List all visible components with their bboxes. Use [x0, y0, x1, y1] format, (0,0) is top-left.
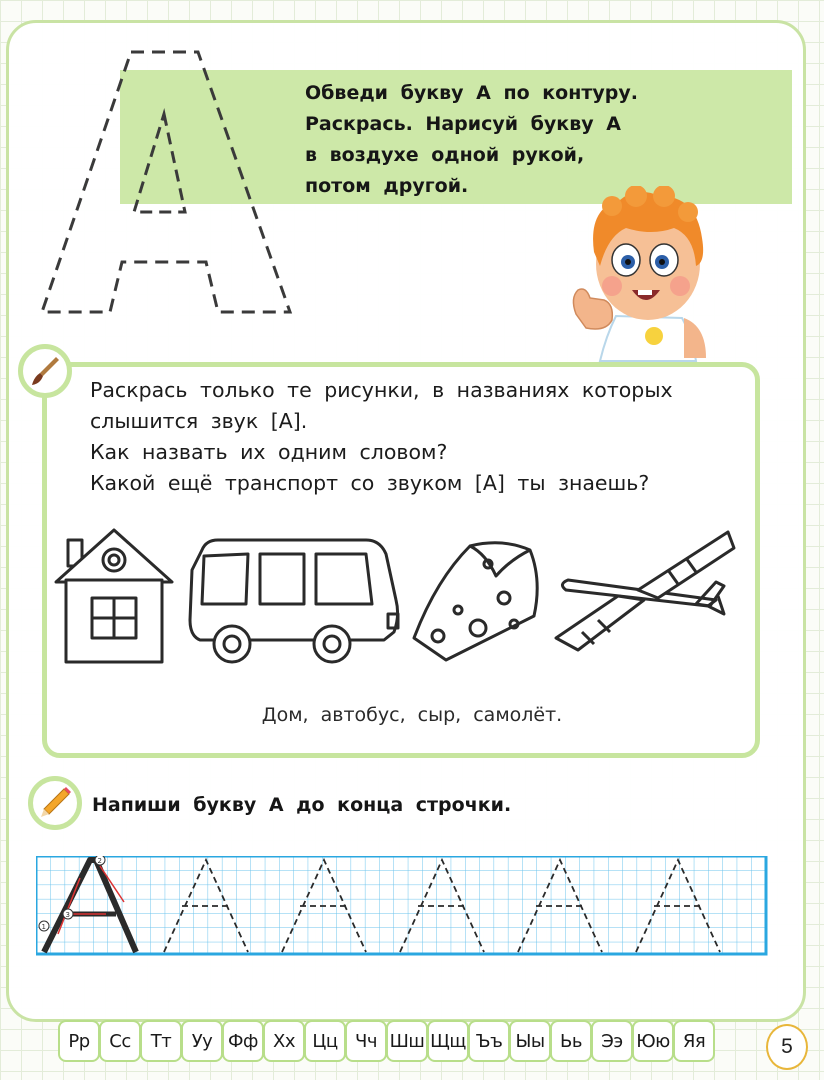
- brush-badge: [18, 344, 72, 398]
- cheese-picture[interactable]: [414, 543, 537, 660]
- letter-a-tracing-outline[interactable]: [36, 44, 296, 324]
- stroke-number: 3: [65, 911, 70, 919]
- instruction-line: в воздухе одной рукой,: [305, 144, 585, 166]
- alphabet-letter: Ыы: [509, 1020, 551, 1062]
- alphabet-letter: Ъъ: [468, 1020, 510, 1062]
- alphabet-letter: Чч: [345, 1020, 387, 1062]
- writing-instruction: Напиши букву А до конца строчки.: [92, 794, 512, 816]
- house-picture[interactable]: [56, 530, 172, 662]
- alphabet-letter: Фф: [222, 1020, 264, 1062]
- answer-text: Дом, автобус, сыр, самолёт.: [261, 704, 563, 726]
- coloring-instructions: [90, 375, 730, 499]
- stroke-number: 2: [97, 857, 102, 865]
- instruction-line: Раскрась только те рисунки, в названиях которых: [90, 378, 673, 402]
- coloring-pictures: [54, 520, 744, 670]
- bus-picture[interactable]: [190, 540, 398, 662]
- alphabet-letter: Ьь: [550, 1020, 592, 1062]
- alphabet-letter: Шш: [386, 1020, 428, 1062]
- instruction-line: Какой ещё транспорт со звуком [А] ты знаешь?: [90, 471, 650, 495]
- writing-practice-grid[interactable]: [36, 856, 768, 956]
- pencil-icon: [38, 786, 72, 820]
- instruction-line: Раскрась. Нарисуй букву А: [305, 113, 621, 135]
- instruction-line: слышится звук [А].: [90, 409, 308, 433]
- alphabet-letter: Рр: [58, 1020, 100, 1062]
- alphabet-letter: Тт: [140, 1020, 182, 1062]
- alphabet-letter: Юю: [632, 1020, 674, 1062]
- alphabet-letter: Хх: [263, 1020, 305, 1062]
- alphabet-letter: Ээ: [591, 1020, 633, 1062]
- pencil-badge: [28, 776, 82, 830]
- top-instruction: [305, 78, 665, 202]
- instruction-line: Как назвать их одним словом?: [90, 440, 448, 464]
- alphabet-letter: Цц: [304, 1020, 346, 1062]
- boy-thumbs-up-illustration: [556, 186, 716, 366]
- page-number: 5: [766, 1024, 808, 1070]
- alphabet-strip: [58, 1020, 714, 1064]
- paintbrush-icon: [28, 354, 62, 388]
- alphabet-letter: Сс: [99, 1020, 141, 1062]
- instruction-line: потом другой.: [305, 175, 469, 197]
- alphabet-letter: Уу: [181, 1020, 223, 1062]
- alphabet-letter: Щщ: [427, 1020, 469, 1062]
- airplane-picture[interactable]: [556, 532, 734, 650]
- instruction-line: Обведи букву А по контуру.: [305, 82, 638, 104]
- alphabet-letter: Яя: [673, 1020, 715, 1062]
- stroke-number: 1: [41, 923, 46, 931]
